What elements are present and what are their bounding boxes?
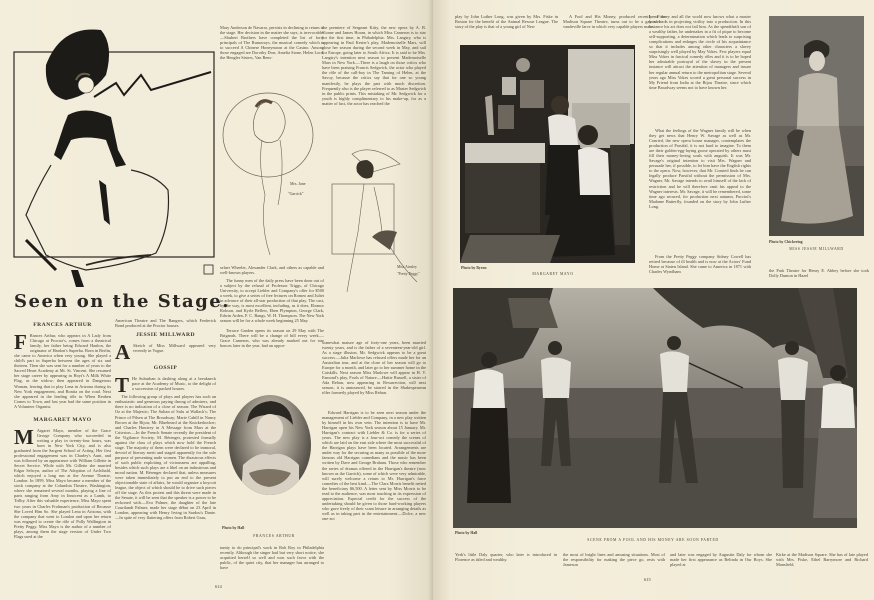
svg-text:"Pretty Peggy": "Pretty Peggy" (397, 272, 420, 276)
dancer-illustration (6, 25, 221, 287)
svg-text:Mrs. Jane: Mrs. Jane (290, 181, 306, 186)
bottom-text-4: Kirke at the Madison Square. She has of late played with Mrs. Fiske, Ethel Barrymore and Richard Mansfield. (776, 552, 868, 568)
right-column-3-wagner (649, 128, 751, 246)
right-column-3-peggy (649, 254, 751, 280)
triggs-text: The funny men of the daily press have been done out of a subject by the refusal of Professor Triggs, of Chicago University, to accept Liebler and Company's offer for $500 a week, to give a series of free lectures on Romeo and Juliet in advance of their all-star production of that play. The cast, by the way, is most excellent, including, as it does, Eleanor Robson, and Kyrle Bellew, Eben Plympton, George Clark, Edwin Arden, F. C. Bangs, W. H. Thompson. The New York season will be for a whole week beginning 25 May. (220, 278, 324, 324)
frances-arthur-text: Rances Arthur, who appears in A Lady from Chicago at Proctor's, comes from a theatrical family, her father being Edward Hanlon, the originator of Hanlon's Superba. Born in Berlin, she came to America when very young. She played a child's part in Superba between the ages of six and thirteen. Then she was sent for a number of years to the Sacred Heart Academy at Mt. St. Vincent. She resumed her stage career by appearing in Hoyt's A Milk White Flag, as the widow; then appeared in Dangerous Woman, leaving that to play Lena in Arizona during its New York engagement, and Bonita on the road. Next she appeared in the leading rôle in When Reuben Comes to Town, and last year had the same position in A Volunteer Organist. (14, 333, 111, 409)
photo-credit-byron: Photo by Byron (461, 266, 487, 270)
bottom-column-1 (455, 552, 557, 570)
golf-scene-photo-icon (453, 288, 857, 528)
lee-fimsey-text: Lee Fimsey and all the world now knows what a master hand he is in projecting virility into a production. In this instance his art does not fail him. As the spendthrift son of a wealthy father, he undertakes in a fit of pique to become self-supporting, a determination which leads to surprising complications and enlarges the circle of his acquaintance so that it includes among other characters a slavey surprisingly well played by May Vokes. Few players equal Miss Vokes in farcical comedy rôles and it is to be hoped her admirable portrayal of the slavey in the present instance will attract the attention of managers and insure her regular annual return to the metropolitan stage. Several years ago Miss Vokes scored a great personal success in My Friend from India at the Bijou Theatre, since which time Broadway seems not to have known her. (649, 14, 751, 90)
pretty-peggy-text: From the Pretty Peggy company Sidney Cowell has retired because of ill health and is now at the Actors' Fund Home at Staten Island. She came to America in 1871 with Charles Wyndham (649, 254, 751, 275)
page-number-right: 615 (644, 577, 651, 582)
article-column-3 (220, 25, 324, 68)
dropcap-f: F (14, 330, 27, 355)
fan-sketch-icon (322, 142, 427, 302)
photo-caption-margaret-mayo: MARGARET MAYO (532, 272, 574, 276)
photo-caption-frances-arthur: FRANCES ARTHUR (253, 534, 295, 538)
photo-caption-scene: SCENE FROM A FOOL AND HIS MONEY ARE SOON PARTED (587, 538, 719, 542)
svg-text:Miss Ainsley: Miss Ainsley (397, 265, 417, 269)
fool-and-money-text: A Fool and His Money, produced recently at the Madison Square Theatre, turns out to be a gay sort of vaudeville farce in which very capable players make (563, 14, 666, 30)
photo-caption-jessie-millward: MISS JESSIE MILLWARD (789, 247, 844, 251)
gossip-text-1: He Suburban is dashing along at a breakneck pace at the Academy of Music, to the delight of a succession of packed houses. (132, 376, 216, 392)
right-column-4-under-photo (769, 268, 869, 282)
article-column-4 (322, 25, 426, 140)
article-column-1 (14, 318, 111, 594)
anderson-text: Mary Anderson de Navarro, persists in declining to return to the stage. Her decision in the matter she says, is irrevocable.—Shubert Brothers have completed the list of forty principals of The Runaways, the musical comedy which is to succeed A Chinese Honeymoon at the Casino. Among those engaged are Dorothy Dorr, Amelia Stone, Helen Lord, the Hengler Sisters, Van Rens- (220, 25, 324, 61)
heading-margaret-mayo: MARGARET MAYO (33, 416, 92, 423)
article-column-3-mid (220, 265, 324, 385)
right-column-1-top (455, 14, 558, 36)
scene-photo (453, 288, 857, 528)
circle-portrait-sketch (220, 85, 330, 265)
wheeler-text: selaer Wheeler, Alexander Clark, and others as capable and well-known players. (220, 265, 324, 276)
article-column-3-bottom (220, 545, 324, 585)
heading-frances-arthur: FRANCES ARTHUR (33, 322, 92, 328)
margaret-mayo-photo (460, 45, 635, 263)
margaret-mayo-text: Argaret Mayo, member of the Grace George Company who succeeded in writing a play in twenty-four hours, was born in New York City, and is also graduated from the Sargent School of Acting. Her first professional engagement was in Charley's Aunt, and was followed by an appearance with William Gillette in Secret Service. While with Mr. Gillette she married Edgar Selwyn, author of The Adoption of Archibald, which enjoyed a long run at the Avenue Theatre, London. In 1899, Miss Mayo became a member of the stock company at the Columbia Theatre, Washington, where she remained several months, playing a line of parts ranging from Amy in Innocent as a Lamb, to Trilby. After this valuable experience, Miss Mayo spent two years in Charles Frohman's production of Because She Loved Him So. She played Lena in Arizona, with the company that went to London and upon her return was engaged to create the rôle of Polly Wallington in Pretty Peggy. Miss Mayo is the author of a number of plays, among them the stage version of Under Two Flags used at the (14, 427, 111, 539)
bottom-text-1: Yerk's little Daly quarter, who later is introduced in Florence as titled and wealthy. (455, 552, 557, 563)
left-page (0, 0, 433, 600)
terrace-garden-text: Terrace Garden opens its season on 29 May with The Brigands. There will be a change of bill every week.—Grace Cameron, who was already marked out for star honors later in the year, had an oppor- (220, 327, 324, 348)
bottom-text-3: and later was engaged by Augustin Daly for whom she made her first appearance as Belinda in Our Boys. She played at (670, 552, 772, 568)
photo-credit-hall-scene: Photo by Hall (455, 531, 478, 535)
dropcap-a: A (115, 340, 131, 365)
bottom-column-2 (563, 552, 665, 570)
sergeant-kitty-text: the premiere of Sergeant Kitty, the new opera by A. B. Sloane and James Horan, in which Miss Cameron is to star for the first time, in Philadelphia. Mrs. Langtry, who is appearing in Paul Kester's play, Mademoiselle Mars, will close her season during the second week in May, and sail for Europe, going later to South Africa. It is said to be Mrs. Langtry's intention next season to present Mademoiselle Mars in New York.—There is a laugh on those critics who have been praising Francis Sedgwick, the actor who played the rôle of the call-boy in The Taming of Helen, at the Savoy, because the critics say that for one so young manifestly, he plays the part with much discretion. Frequently also is the player referred to as Master Sedgwick in the public prints. This mistaking of Mr. Sedgwick for a youth is highly complimentary to his make-up, for as a matter of fact, the actor has reached the (322, 25, 426, 106)
jessie-millward-photo (769, 16, 864, 236)
gossip-text-2: The following group of plays and players has such an enthusiastic and generous paying throng of admirers, and there is no indication of a close of season: The Wizard of Oz at the Majestic; The Sultan of Sulu at Wallack's; The Prince of Pilsen at The Broadway; Marie Cahill in Nancy Brown at the Bijou; Mr. Bluebeard at the Knickerbocker; and Charles Hawtrey in A Message from Mars at the Criterion.—In the French Senate recently the president of the Vigilance Society, M. Bérenger, protested formally against the class of plays which now hold the French stage. The majority of them were declared to be immoral, devoid of literary merit and staged apparently for the sole purpose of presenting nude women. The disastrous effects of such public exploiting of viciousness are appalling, besides which such plays are a libel on an industrious and moral nation. M. Bérenger declared that, unless measures were taken immediately to put an end to the present objectionable state of affairs, he would organize a boycott league, the object of which should be to drive such pieces off the stage. As this protest and this threat were made in the Senate, it will be seen that the speaker is a power to be reckoned with.—Eva Palmer, the daughter of the late Courtlandt Palmer, made her stage début on 23 April in London, appearing with Henry Irving in Sardou's Dante.—In spite of very flattering offers from Robert Grau, (115, 394, 216, 521)
rob-roy-text: tunity to do principal's work in Rob Roy in Philadelphia recently. Although the singer had but very short notice, she acquitted herself so well and won such favor with the public, of the quiet city, that her manager has arranged to have (220, 545, 324, 571)
page-number-left: 614 (215, 584, 222, 589)
article-column-4-mid (322, 340, 426, 408)
office-scene-photo-icon (460, 45, 635, 263)
photo-credit-chickering: Photo by Chickering (769, 240, 803, 244)
park-theatre-text: the Park Theatre for Henry E. Abbey before she took Dolly Dunton in Hazel (769, 268, 869, 279)
american-theatre-text: American Theatre and The Rangers, which Frederick Bond produced at the Proctor houses. (115, 318, 216, 329)
frances-arthur-photo (229, 395, 311, 495)
dropcap-m: M (14, 424, 34, 449)
sedgwick-text: somewhat mature age of forty-one years, been married twenty years, and is the father of a seventeen-year-old girl. As a stage illusion, Mr. Sedgwick appears to be a great success.—Julia Marlowe has refused offers made her for an Australian tour, and at the close of her season will go to Europe for a month, and later go to her summer home in the Catskills. Next season Miss Marlowe will appear in H. V. Esmond's play, Fools of Nature.—Hattie Russell, a sister of Ada Rehan, now appearing in Resurrection, will next season, it is announced, be starred in the Shakespearean rôles formerly played by Miss Rehan. (322, 340, 426, 396)
heading-jessie-millward: JESSIE MILLWARD (135, 332, 196, 339)
page-title: Seen on the Stage. (14, 291, 231, 312)
article-column-2 (115, 318, 216, 594)
jessie-millward-text: Sketch of Miss Millward appeared very recently in Vogue. (133, 343, 216, 354)
right-page (433, 0, 874, 600)
bottom-column-3 (670, 552, 772, 570)
photo-credit-hall: Photo by Hall (222, 526, 245, 530)
bottom-text-2: the most of bright lines and amusing situations. Most of the responsibility for making the piece go, rests with Jameson (563, 552, 665, 568)
bottom-column-4 (776, 552, 868, 570)
wagner-text: What the feelings of the Wagner family will be when they get news that Henry W. Savage as well as Mr. Conried, the new opera house manager, contemplates the production of Parsifal, it is not hard to imagine. To them are their golden-egg-laying goose operated by others must fill their money-loving souls with anguish. It was Mr. Savage's original intention to visit Mrs. Wagner and persuade her, if possible, to let him have the English rights to the opera. Now, however, that Mr. Conried finds he can legally produce Parsifal without the permission of Mrs. Wagner, Mr. Savage intends to avail himself of the lack of restriction and he will therefore omit his appeal to the Wagner interests. Mr. Savage, it will be remembered, some time ago secured, for production next autumn, Puccini's Madame Butterfly, founded on the story by John Luther Long. (649, 128, 751, 209)
standing-woman-photo-icon (769, 16, 864, 236)
dancer-sketch-icon (6, 25, 221, 287)
portrait-photo-icon (229, 395, 311, 495)
harrigan-text: Edward Harrigan is to be seen next season under the management of Liebler and Company, in a new play written by himself in his own vein. The intention is to have Mr. Harrigan open his New York season about 15 January. Mr. Harrigan's contract with Liebler & Co. is for a series of years. The new play is a four-act comedy the scenes of which are laid on the east side where the most successful of the Harrigan plays have been located. Arrangements are under way for the securing as many as possible of the more famous old Harrigan comedians and the music has been written by Dave and George Braham. Those who remember the series of dramas offered in the Harrigan's theatre (now known as the Garrick), some of which were very admirable, will surely welcome a return to Mr. Harrigan's farce comedies of the best kind.—The Clara Morris benefit netted the beneficiary $6,500. A letter sent by Miss Morris to be read to the audience, was most touching in its expression of appreciation. Especial credit for the success of the undertaking should be given to those hard-working players who gave freely of their scant leisure in arranging details as well as in taking part in the entertainment.—Dolce, a new one-act (322, 410, 426, 521)
article-column-4-bottom (322, 410, 426, 585)
dropcap-t: T (115, 373, 130, 398)
right-column-3 (649, 14, 751, 124)
portrait-sketch-icon (220, 85, 330, 265)
fan-lady-sketch (322, 142, 427, 302)
heading-gossip: GOSSIP (153, 365, 178, 372)
svg-text:"Garrick": "Garrick" (288, 191, 304, 196)
john-luther-long-text: play by John Luther Long, was given by Mrs. Fiske in Boston for the benefit of the Animal Rescue League. The story of the play is that of a young girl of New (455, 14, 558, 30)
